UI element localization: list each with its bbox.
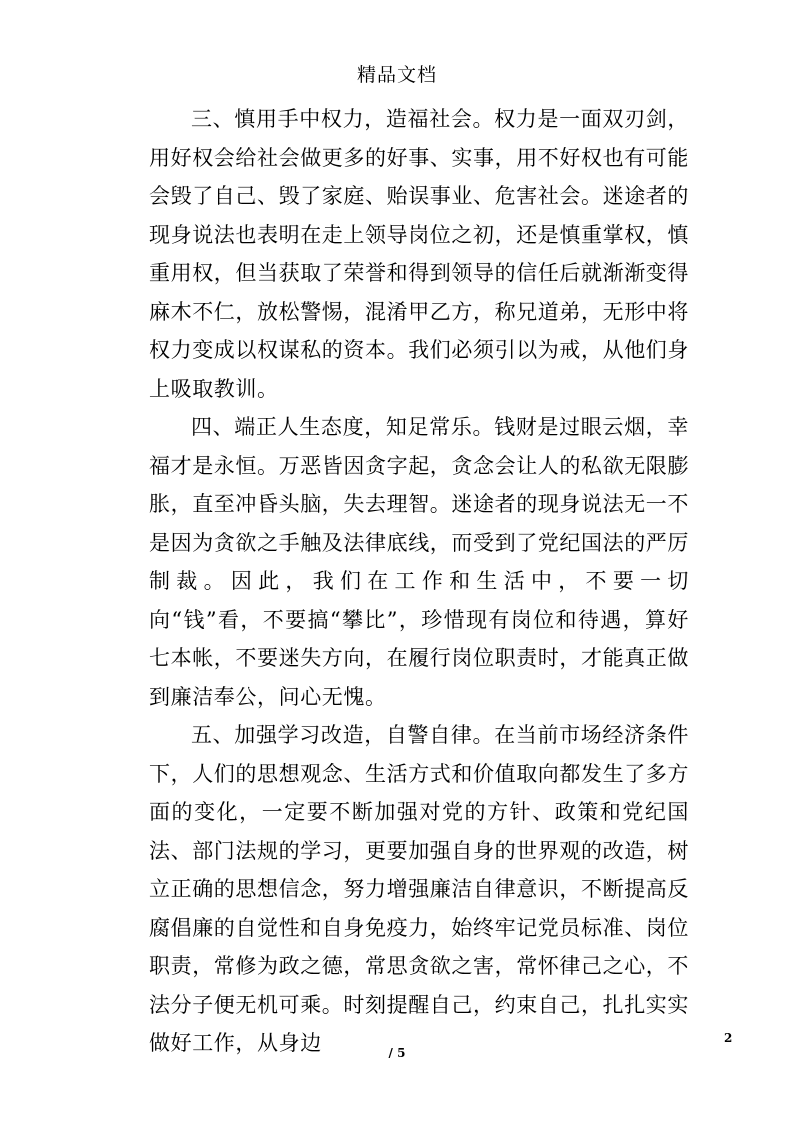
document-body xyxy=(149,100,689,1063)
page-number: 2 xyxy=(724,1031,733,1045)
paragraph-section-5: 五、加强学习改造，自警自律。在当前市场经济条件下，人们的思想观念、生活方式和价值取向都发生了多方面的变化，一定要不断加强对党的方针、政策和党纪国法、部门法规的学习，更要加强自身的世界观的改造，树立正确的思想信念，努力增强廉洁自律意识，不断提高反腐倡廉的自觉性和自身免疫力，始终牢记党员标准、岗位职责，常修为政之德，常思贪欲之害，常怀律己之心，不法分子便无机可乘。时刻提醒自己，约束自己，扎扎实实做好工作，从身边 xyxy=(149,723,689,1055)
document-header-title: 精品文档 xyxy=(356,64,437,86)
paragraph-section-3: 三、慎用手中权力，造福社会。权力是一面双刃剑，用好权会给社会做更多的好事、实事，用不好权也有可能会毁了自己、毁了家庭、贻误事业、危害社会。迷途者的现身说法也表明在走上领导岗位之初，还是慎重掌权，慎重用权，但当获取了荣誉和得到领导的信任后就渐渐变得麻木不仁，放松警惕，混淆甲乙方，称兄道弟，无形中将权力变成以权谋私的资本。我们必须引以为戒，从他们身上吸取教训。 xyxy=(149,107,689,401)
page-total: / 5 xyxy=(388,1046,406,1060)
paragraph-section-4: 四、端正人生态度，知足常乐。钱财是过眼云烟，幸福才是永恒。万恶皆因贪字起，贪念会让人的私欲无限膨胀，直至冲昏头脑，失去理智。迷途者的现身说法无一不是因为贪欲之手触及法律底线，而受到了党纪国法的严厉制裁。因此，我们在工作和生活中，不要一切向“钱”看，不要搞“攀比”，珍惜现有岗位和待遇，算好七本帐，不要迷失方向，在履行岗位职责时，才能真正做到廉洁奉公，问心无愧。 xyxy=(149,415,689,709)
